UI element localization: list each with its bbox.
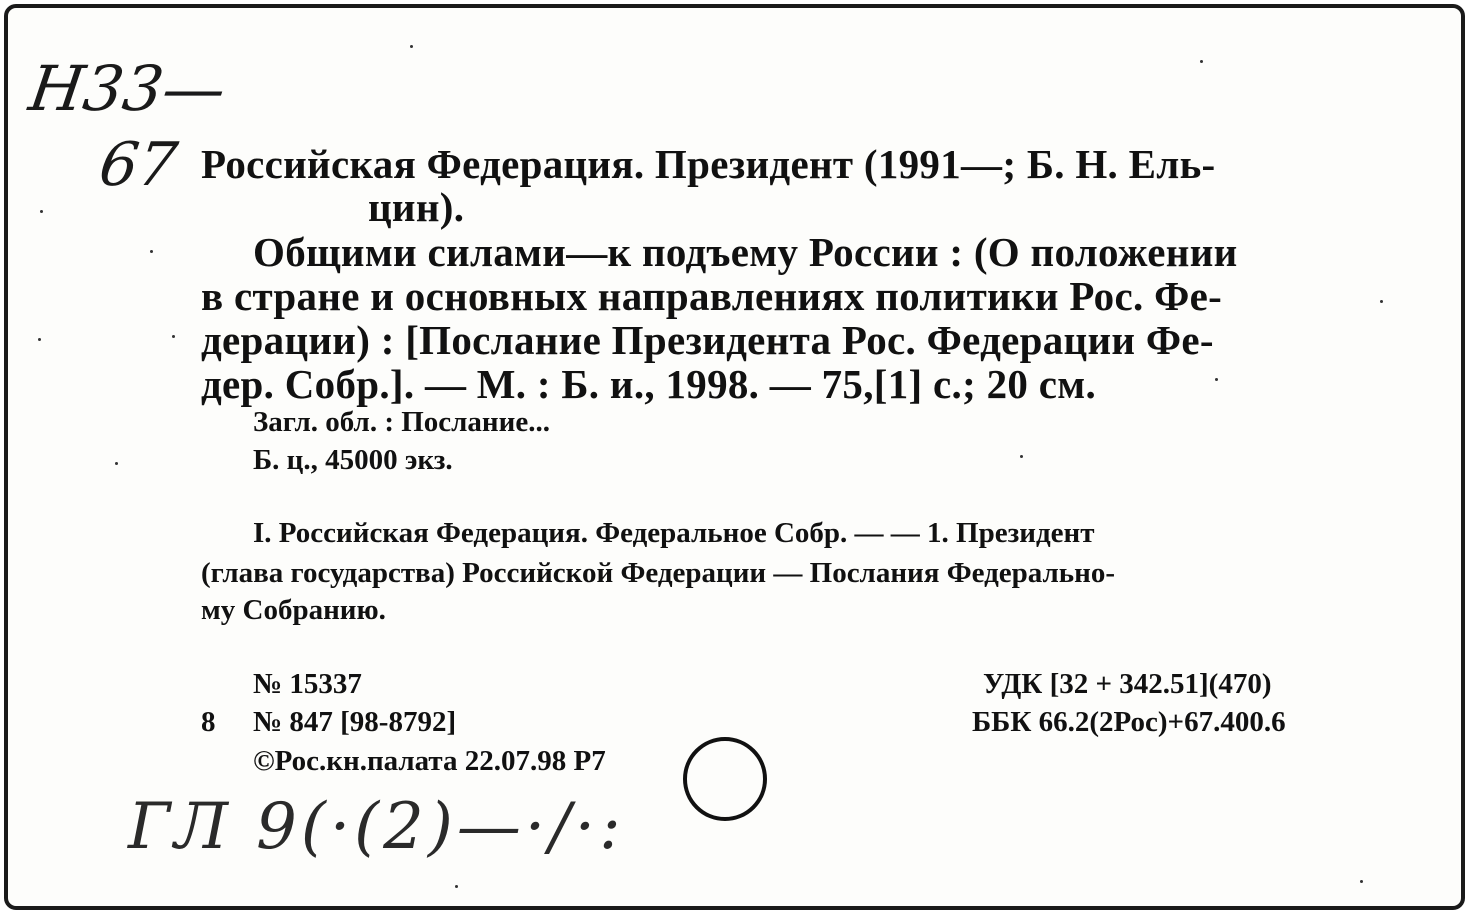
scan-speck bbox=[1020, 455, 1023, 458]
title-line-4: дер. Собр.]. — М. : Б. и., 1998. — 75,[1] с.; 20 см. bbox=[201, 361, 1097, 407]
bbk-code: ББК 66.2(2Рос)+67.400.6 bbox=[972, 706, 1286, 738]
note-cover-title: Загл. обл. : Послание... bbox=[253, 406, 550, 438]
book-chamber-stamp-text: ©Рос.кн.палата 22.07.98 Р7 bbox=[253, 745, 606, 777]
handwritten-shelfmark-bottom: 67 bbox=[95, 130, 182, 200]
scan-speck bbox=[1380, 300, 1383, 303]
card-count: 8 bbox=[201, 706, 216, 738]
scan-speck bbox=[172, 335, 175, 338]
scan-speck bbox=[410, 45, 413, 48]
scan-speck bbox=[40, 210, 43, 213]
subject-line-2: (глава государства) Российской Федерации — Послания Федерально- bbox=[201, 557, 1115, 589]
handwritten-shelfmark-top: Н33— bbox=[24, 52, 231, 125]
subject-line-1: I. Российская Федерация. Федеральное Собр. — — 1. Президент bbox=[253, 517, 1095, 549]
title-line-1: Общими силами—к подъему России : (О положении bbox=[253, 229, 1238, 275]
record-number: № 15337 bbox=[253, 668, 362, 700]
handwritten-bottom-note: ГЛ 9(·(2)—·/·: bbox=[128, 790, 625, 864]
scan-speck bbox=[1360, 880, 1363, 883]
note-price-run: Б. ц., 45000 экз. bbox=[253, 444, 453, 476]
title-line-3: дерации) : [Послание Президента Рос. Федерации Фе- bbox=[201, 317, 1214, 363]
circle-stamp-icon bbox=[683, 737, 767, 821]
scan-speck bbox=[1215, 378, 1218, 381]
scan-speck bbox=[455, 885, 458, 888]
card-number: № 847 [98-8792] bbox=[253, 706, 457, 738]
scan-speck bbox=[150, 250, 153, 253]
title-line-2: в стране и основных направлениях политики Рос. Фе- bbox=[201, 273, 1223, 319]
scan-speck bbox=[1200, 60, 1203, 63]
udk-code: УДК [32 + 342.51](470) bbox=[983, 668, 1272, 700]
scan-speck bbox=[115, 462, 118, 465]
heading-line-1: Российская Федерация. Президент (1991—; Б. Н. Ель- bbox=[201, 141, 1216, 187]
heading-line-2: цин). bbox=[368, 184, 465, 230]
subject-line-3: му Собранию. bbox=[201, 594, 386, 626]
scan-speck bbox=[38, 338, 41, 341]
